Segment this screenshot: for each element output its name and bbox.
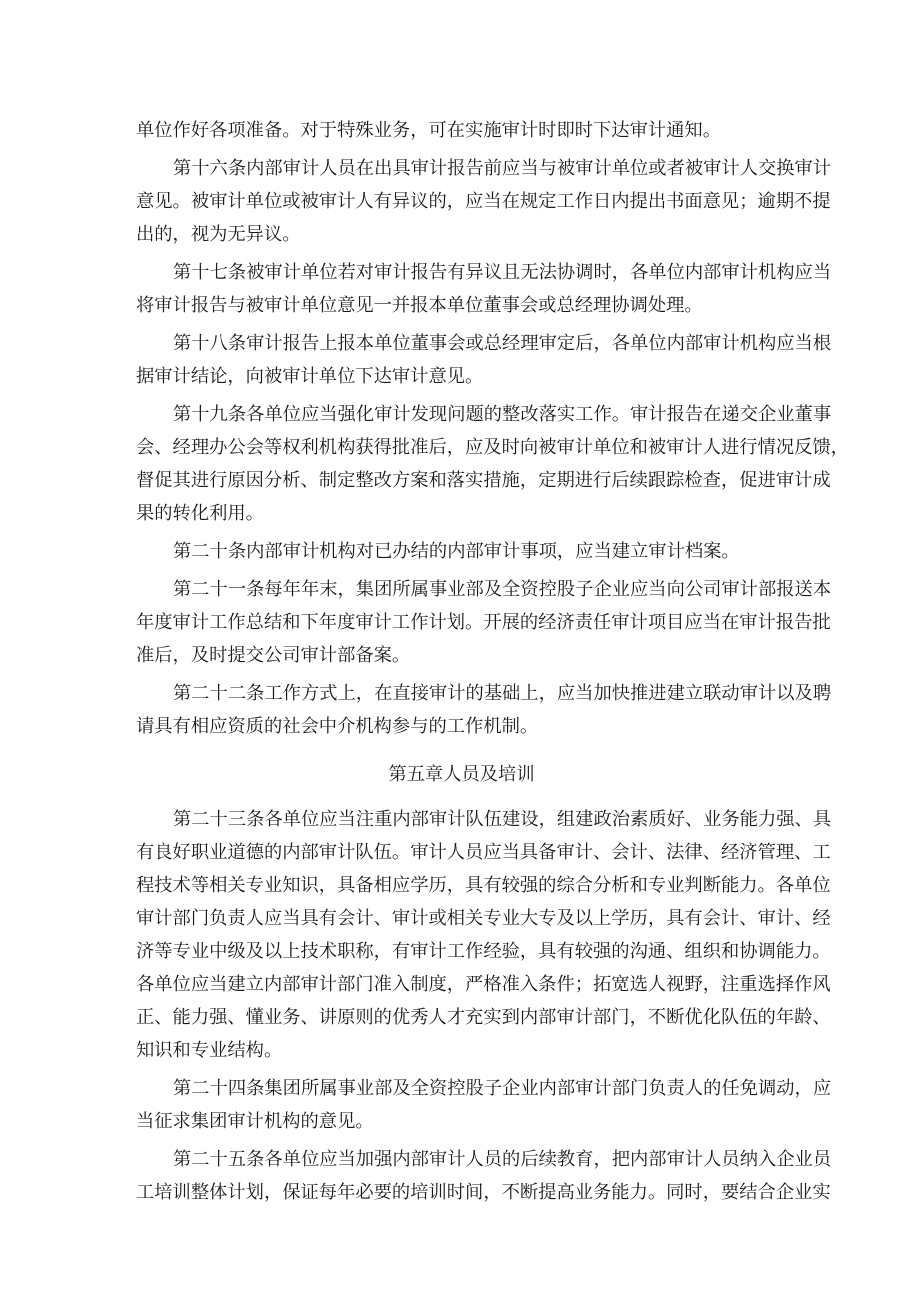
paragraph-line: 工培训整体计划，保证每年必要的培训时间，不断提高业务能力。同时，要结合企业实 bbox=[136, 1182, 831, 1203]
paragraph bbox=[136, 152, 832, 251]
paragraphs-before-chapter bbox=[136, 114, 849, 748]
chapter-heading: 第五章人员及培训 bbox=[388, 764, 535, 785]
paragraph bbox=[136, 677, 832, 743]
paragraph-line: 第二十一条每年年末，集团所属事业部及全资控股子企业应当向公司审计部报送本 bbox=[173, 579, 832, 600]
paragraph-line: 有良好职业道德的内部审计队伍。审计人员应当具备审计、会计、法律、经济管理、工 bbox=[136, 842, 831, 863]
paragraph-line: 请具有相应资质的社会中介机构参与的工作机制。 bbox=[136, 716, 539, 737]
paragraph-line: 单位作好各项准备。对于特殊业务，可在实施审计时即时下达审计通知。 bbox=[136, 120, 721, 141]
paragraph-line: 第十六条内部审计人员在出具审计报告前应当与被审计单位或者被审计人交换审计 bbox=[173, 158, 832, 179]
paragraph-line: 济等专业中级及以上技术职称，有审计工作经验，具有较强的沟通、组织和协调能力。 bbox=[136, 941, 831, 962]
paragraph bbox=[136, 803, 832, 1067]
paragraph-line: 据审计结论，向被审计单位下达审计意见。 bbox=[136, 366, 484, 387]
paragraph-line: 第二十四条集团所属事业部及全资控股子企业内部审计部门负责人的任免调动，应 bbox=[173, 1078, 832, 1099]
paragraph-line: 第十七条被审计单位若对审计报告有异议且无法协调时，各单位内部审计机构应当 bbox=[173, 262, 832, 283]
paragraph-line: 第二十条内部审计机构对已办结的内部审计事项，应当建立审计档案。 bbox=[173, 541, 740, 562]
paragraph-line: 第十九条各单位应当强化审计发现问题的整改落实工作。审计报告在递交企业董事 bbox=[173, 404, 832, 425]
paragraph-line: 果的转化利用。 bbox=[136, 503, 264, 524]
paragraph bbox=[136, 573, 832, 672]
paragraphs-after-chapter bbox=[136, 803, 832, 1214]
paragraph-line: 程技术等相关专业知识，具备相应学历，具有较强的综合分析和专业判断能力。各单位 bbox=[136, 875, 831, 896]
paragraph bbox=[136, 114, 787, 147]
paragraph-line: 第二十五条各单位应当加强内部审计人员的后续教育，把内部审计人员纳入企业员 bbox=[173, 1149, 832, 1170]
paragraph-line: 审计部门负责人应当具有会计、审计或相关专业大专及以上学历，具有会计、审计、经 bbox=[136, 908, 831, 929]
paragraph-line: 正、能力强、懂业务、讲原则的优秀人才充实到内部审计部门，不断优化队伍的年龄、 bbox=[136, 1007, 831, 1028]
paragraph-line: 出的，视为无异议。 bbox=[136, 224, 301, 245]
paragraph-line: 当征求集团审计机构的意见。 bbox=[136, 1111, 374, 1132]
paragraph-line: 会、经理办公会等权利机构获得批准后，应及时向被审计单位和被审计人进行情况反馈， bbox=[136, 437, 849, 458]
paragraph-line: 年度审计工作总结和下年度审计工作计划。开展的经济责任审计项目应当在审计报告批 bbox=[136, 612, 831, 633]
paragraph bbox=[136, 327, 832, 393]
paragraph-line: 意见。被审计单位或被审计人有异议的，应当在规定工作日内提出书面意见；逾期不提 bbox=[136, 191, 831, 212]
paragraph-spacer bbox=[136, 743, 787, 748]
paragraph-line: 第二十三条各单位应当注重内部审计队伍建设，组建政治素质好、业务能力强、具 bbox=[173, 809, 832, 830]
paragraph-line: 各单位应当建立内部审计部门准入制度，严格准入条件；拓宽选人视野，注重选择作风 bbox=[136, 974, 831, 995]
paragraph bbox=[136, 398, 849, 530]
paragraph-line: 第二十二条工作方式上，在直接审计的基础上，应当加快推进建立联动审计以及聘 bbox=[173, 683, 832, 704]
paragraph-line: 知识和专业结构。 bbox=[136, 1040, 283, 1061]
paragraph bbox=[136, 256, 832, 322]
paragraph-spacer bbox=[136, 1209, 787, 1214]
paragraph-line: 督促其进行原因分析、制定整改方案和落实措施，定期进行后续跟踪检查，促进审计成 bbox=[136, 470, 831, 491]
paragraph-line: 将审计报告与被审计单位意见一并报本单位董事会或总经理协调处理。 bbox=[136, 295, 703, 316]
paragraph-line: 第十八条审计报告上报本单位董事会或总经理审定后，各单位内部审计机构应当根 bbox=[173, 333, 832, 354]
paragraph-line: 准后，及时提交公司审计部备案。 bbox=[136, 645, 411, 666]
document-page bbox=[136, 114, 849, 1214]
paragraph bbox=[136, 1143, 832, 1209]
paragraph bbox=[136, 1072, 832, 1138]
paragraph bbox=[136, 535, 787, 568]
